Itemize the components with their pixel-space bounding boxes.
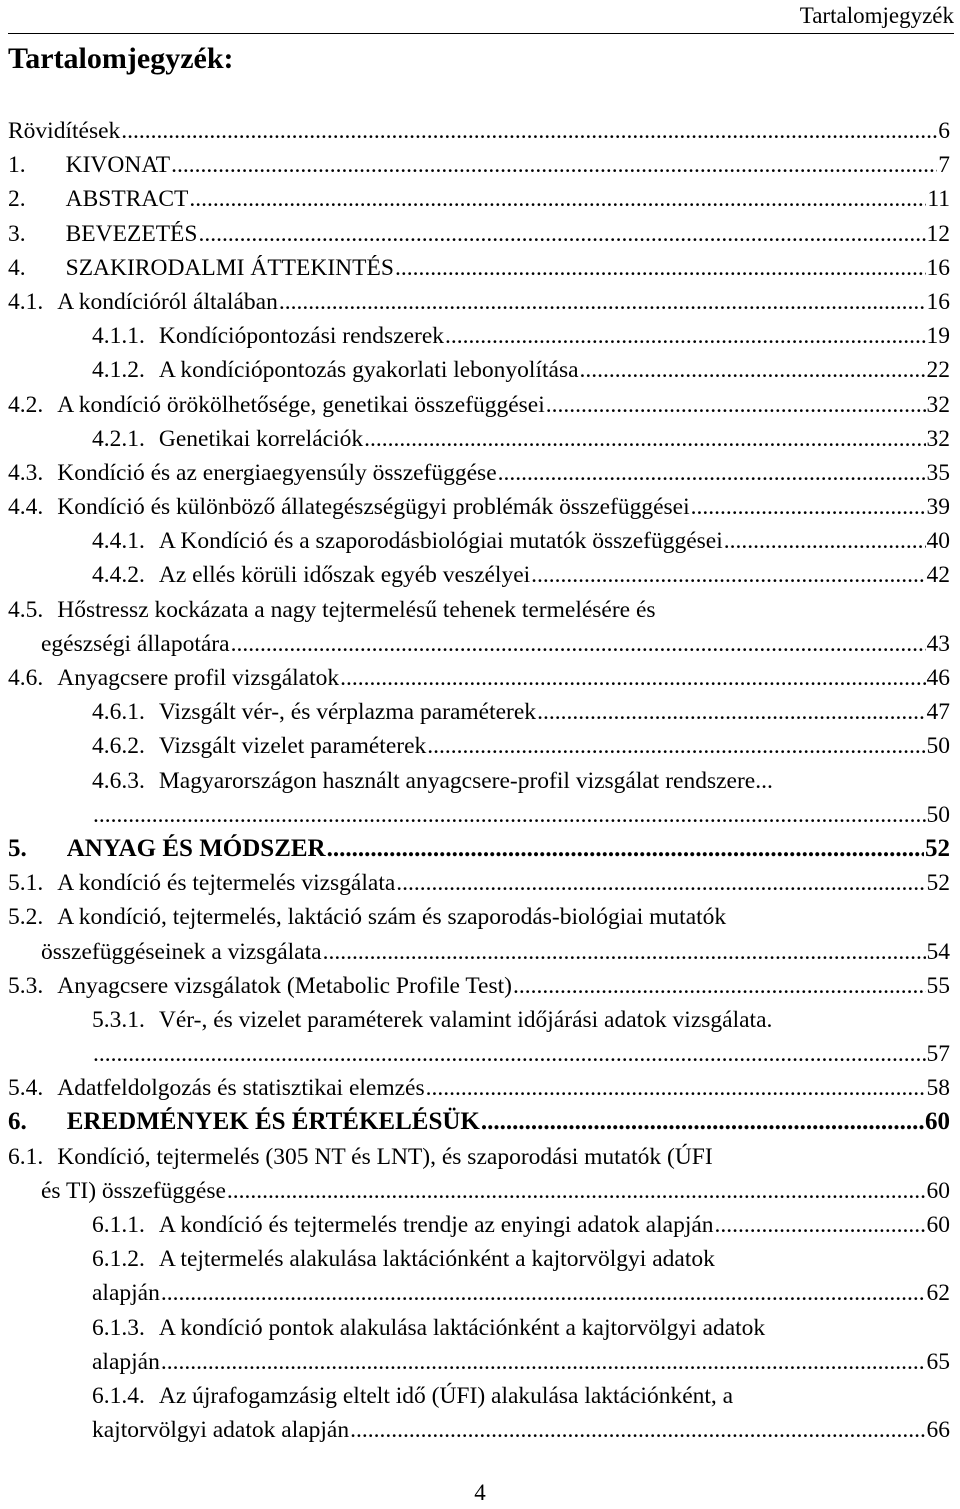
toc-entry-number: 4.1.1.	[92, 323, 145, 350]
toc-entry[interactable]	[0, 114, 960, 148]
toc-entry-page: 19	[926, 323, 950, 350]
page-number: 4	[474, 1480, 486, 1505]
toc-leader-dots	[715, 1208, 926, 1242]
toc-entry[interactable]	[0, 285, 960, 319]
toc-leader-dots	[537, 695, 925, 729]
toc-entry-line	[8, 866, 950, 900]
toc-entry-number: 5.	[8, 834, 27, 862]
toc-entry[interactable]	[0, 251, 960, 285]
toc-entry[interactable]	[0, 1003, 960, 1037]
toc-leader-dots	[231, 627, 926, 661]
toc-entry-text: A kondíciópontozás gyakorlati lebonyolítása	[158, 357, 579, 384]
toc-entry-line	[92, 524, 950, 558]
toc-entry-page: 40	[926, 528, 950, 555]
toc-leader-dots	[340, 661, 925, 695]
toc-entry[interactable]	[0, 695, 960, 729]
toc-entry-page: 47	[926, 699, 950, 726]
toc-entry-page: 50	[926, 801, 950, 828]
toc-entry-text: Kondíció, tejtermelés (305 NT és LNT), és szaporodási mutatók (ÚFI	[57, 1143, 713, 1170]
toc-entry-number: 2.	[8, 186, 26, 213]
toc-entry[interactable]	[0, 900, 960, 934]
toc-entry-number: 6.1.4.	[92, 1382, 145, 1409]
toc-leader-dots	[279, 285, 926, 319]
toc-leader-dots	[161, 1276, 926, 1310]
toc-entry-line	[92, 1345, 950, 1379]
toc-entry-page: 42	[926, 562, 950, 589]
toc-entry-number: 6.1.3.	[92, 1314, 145, 1341]
toc-entry-text: Genetikai korrelációk	[158, 425, 364, 452]
toc-entry-line	[8, 900, 726, 934]
toc-entry-number: 4.3.	[8, 459, 44, 486]
toc-leader-dots	[445, 319, 925, 353]
toc-entry-text: A kondícióról általában	[57, 288, 278, 315]
toc-entry-line	[92, 1379, 733, 1413]
toc-entry-number: 5.3.1.	[92, 1006, 145, 1033]
toc-leader-dots	[227, 1174, 926, 1208]
toc-entry[interactable]	[0, 969, 960, 1003]
toc-entry-line	[8, 832, 950, 866]
toc-entry[interactable]	[0, 388, 960, 422]
toc-entry-text: Adatfeldolgozás és statisztikai elemzés	[57, 1075, 425, 1102]
toc-entry-text: Vizsgált vér-, és vérplazma paraméterek	[158, 699, 537, 726]
toc-entry-number: 5.3.	[8, 972, 44, 999]
toc-entry-line	[8, 456, 950, 490]
toc-entry-continuation-text: összefüggéseinek a vizsgálata	[41, 938, 322, 965]
toc-entry-text: A tejtermelés alakulása laktációnként a kajtorvölgyi adatok	[158, 1246, 715, 1273]
toc-entry-line	[92, 319, 950, 353]
toc-entry[interactable]	[0, 661, 960, 695]
toc-leader-dots	[161, 1345, 926, 1379]
toc-entry-page: 60	[926, 1212, 950, 1238]
toc-entry-number: 4.4.1.	[92, 528, 145, 555]
toc-entry-page: 43	[926, 630, 950, 657]
toc-leader-dots	[189, 182, 926, 216]
toc-entry-line	[8, 251, 950, 285]
toc-entry-line	[8, 593, 656, 627]
toc-leader-dots	[546, 388, 926, 422]
toc-entry-number: 4.2.1.	[92, 425, 145, 452]
toc-entry-number: 4.1.2.	[92, 357, 145, 384]
toc-entry-line	[92, 798, 950, 832]
toc-entry-page: 60	[925, 1108, 950, 1136]
toc-entry-number: 6.1.1.	[92, 1212, 145, 1238]
toc-entry-page: 6	[938, 118, 950, 144]
toc-entry-line	[8, 285, 950, 319]
toc-entry-text: Kondíciópontozási rendszerek	[158, 323, 445, 350]
toc-entry-page: 55	[926, 972, 950, 999]
toc-entry-text: KIVONAT	[65, 152, 171, 179]
toc-entry-page: 11	[927, 186, 950, 213]
toc-entry-number: 4.1.	[8, 288, 44, 315]
toc-entry[interactable]	[0, 524, 960, 558]
toc-entry-continuation[interactable]	[0, 1413, 960, 1447]
toc-entry-text: A Kondíció és a szaporodásbiológiai mutatók összefüggései	[158, 528, 723, 555]
toc-entry-continuation-text: kajtorvölgyi adatok alapján	[92, 1417, 350, 1444]
toc-entry-number: 6.1.	[8, 1143, 44, 1170]
toc-entry-page: 16	[926, 288, 950, 315]
toc-leader-dots	[93, 798, 926, 832]
toc-entry-number: 5.1.	[8, 870, 44, 897]
toc-leader-dots	[481, 1105, 924, 1139]
toc-entry[interactable]	[0, 866, 960, 900]
toc-entry[interactable]	[0, 1071, 960, 1105]
toc-entry-page: 35	[926, 459, 950, 486]
toc-entry-line	[92, 1413, 950, 1447]
toc-leader-dots	[323, 935, 926, 969]
toc-entry-text: Kondíció és az energiaegyensúly összefüggése	[57, 459, 497, 486]
toc-entry-continuation-text: és TI) összefüggése	[41, 1177, 226, 1204]
toc-entry-page: 12	[926, 220, 950, 247]
toc-entry[interactable]	[0, 1140, 960, 1174]
toc-entry-line	[8, 217, 950, 251]
toc-leader-dots	[198, 217, 925, 251]
toc-entry-text: ABSTRACT	[65, 186, 189, 213]
toc-entry-number: 4.6.2.	[92, 733, 145, 760]
toc-title: Tartalomjegyzék:	[8, 42, 234, 75]
toc-leader-dots	[93, 1037, 926, 1071]
toc-entry[interactable]	[0, 490, 960, 524]
toc-entry[interactable]	[0, 1379, 960, 1413]
toc-entry[interactable]	[0, 1311, 960, 1345]
toc-entry-line	[8, 388, 950, 422]
toc-entry-continuation[interactable]	[0, 1174, 960, 1208]
toc-entry-line	[8, 661, 950, 695]
toc-entry-page: 39	[926, 494, 950, 521]
toc-leader-dots	[426, 1071, 926, 1105]
toc-entry-continuation-text: alapján	[92, 1280, 160, 1307]
toc-entry-number: 4.6.	[8, 665, 44, 691]
toc-entry-text: Anyagcsere vizsgálatok (Metabolic Profile Test)	[57, 972, 512, 999]
toc-entry-number: 4.4.2.	[92, 562, 145, 589]
toc-entry-continuation-text: egészségi állapotára	[41, 630, 230, 657]
toc-entry-line	[8, 490, 950, 524]
toc-entry-page: 62	[926, 1280, 950, 1307]
toc-leader-dots	[395, 251, 926, 285]
toc-entry[interactable]	[0, 764, 960, 798]
toc-leader-dots	[327, 832, 924, 866]
toc-entry-line	[8, 1071, 950, 1105]
toc-entry-text: Az újrafogamzásig eltelt idő (ÚFI) alakulása laktációnként, a	[158, 1382, 734, 1409]
toc-entry-number: 4.2.	[8, 391, 44, 418]
toc-entry-page: 57	[926, 1041, 950, 1068]
toc-entry-text: Vér-, és vizelet paraméterek valamint időjárási adatok vizsgálata.	[158, 1006, 773, 1033]
toc-entry[interactable]	[0, 1105, 960, 1139]
toc-entry-text: A kondíció és tejtermelés vizsgálata	[57, 870, 396, 897]
toc-entry-line	[92, 695, 950, 729]
toc-entry-text: Rövidítések	[8, 118, 121, 144]
toc-entry-line	[8, 182, 950, 216]
toc-leader-dots	[513, 969, 926, 1003]
toc-entry-continuation[interactable]	[0, 1037, 960, 1071]
toc-entry-line	[41, 935, 950, 969]
toc-entry-line	[92, 1208, 950, 1242]
toc-entry-line	[92, 1276, 950, 1310]
toc-leader-dots	[171, 148, 937, 182]
toc-entry[interactable]	[0, 456, 960, 490]
toc-entry-page: 32	[926, 391, 950, 418]
toc-entry-line	[8, 1105, 950, 1139]
toc-entry[interactable]	[0, 1242, 960, 1276]
toc-entry-text: A kondíció pontok alakulása laktációnként a kajtorvölgyi adatok	[158, 1314, 766, 1341]
toc-entry-line	[92, 764, 773, 798]
toc-entry-text: A kondíció és tejtermelés trendje az enyingi adatok alapján	[158, 1212, 714, 1238]
toc-entry-line	[8, 114, 950, 148]
toc-entry-page: 58	[926, 1075, 950, 1102]
toc-entry[interactable]	[0, 558, 960, 592]
toc-entry-line	[41, 627, 950, 661]
toc-entry-continuation[interactable]	[0, 1276, 960, 1310]
toc-entry-number: 5.4.	[8, 1075, 44, 1102]
toc-entry-number: 4.	[8, 254, 26, 281]
toc-entry-page: 52	[925, 834, 950, 862]
toc-entry-line	[92, 1242, 715, 1276]
toc-entry-number: 4.6.3.	[92, 767, 145, 794]
toc-leader-dots	[121, 114, 937, 148]
toc-entry-number: 6.1.2.	[92, 1246, 145, 1273]
toc-entry-continuation[interactable]	[0, 798, 960, 832]
toc-leader-dots	[396, 866, 925, 900]
toc-entry-line	[92, 729, 950, 763]
toc-entry-number: 1.	[8, 152, 26, 179]
toc-entry-line	[92, 422, 950, 456]
toc-entry-text: EREDMÉNYEK ÉS ÉRTÉKELÉSÜK	[66, 1108, 480, 1136]
toc-entry-page: 46	[926, 665, 950, 691]
toc-entry-page: 22	[926, 357, 950, 384]
running-header	[8, 0, 954, 34]
toc-entry[interactable]	[0, 832, 960, 866]
toc-leader-dots	[691, 490, 926, 524]
toc-entry-text: Magyarországon használt anyagcsere-profil vizsgálat rendszere...	[158, 767, 773, 794]
toc-entry-text: Vizsgált vizelet paraméterek	[158, 733, 427, 760]
toc-entry-text: A kondíció, tejtermelés, laktáció szám és szaporodás-biológiai mutatók	[57, 904, 727, 931]
toc-leader-dots	[364, 422, 925, 456]
toc-entry-text: Kondíció és különböző állategészségügyi problémák összefüggései	[57, 494, 690, 521]
toc-entry[interactable]	[0, 1208, 960, 1242]
toc-entry[interactable]	[0, 182, 960, 216]
toc-entry-text: Az ellés körüli időszak egyéb veszélyei	[158, 562, 531, 589]
toc-leader-dots	[531, 558, 925, 592]
toc-entry[interactable]	[0, 217, 960, 251]
toc-entry-page: 32	[926, 425, 950, 452]
toc-entry-page: 65	[926, 1348, 950, 1375]
toc-entry-number: 5.2.	[8, 904, 44, 931]
toc-entry-number: 6.	[8, 1108, 27, 1136]
toc-entry-line	[92, 353, 950, 387]
toc-entry-continuation[interactable]	[0, 1345, 960, 1379]
toc-entry-page: 66	[926, 1417, 950, 1444]
toc-leader-dots	[724, 524, 926, 558]
toc-entry-line	[8, 148, 950, 182]
toc-entry-page: 16	[926, 254, 950, 281]
toc-entry-text: BEVEZETÉS	[65, 220, 198, 247]
toc-entry-line	[92, 1003, 772, 1037]
toc-leader-dots	[427, 729, 925, 763]
toc-entry-number: 4.5.	[8, 596, 44, 623]
running-header-title: Tartalomjegyzék	[799, 3, 954, 28]
toc-entry-line	[8, 969, 950, 1003]
toc-entry-page: 54	[926, 938, 950, 965]
toc-entry-continuation[interactable]	[0, 935, 960, 969]
toc-entry[interactable]	[0, 319, 960, 353]
toc-entry-number: 4.6.1.	[92, 699, 145, 726]
toc-entry-continuation[interactable]	[0, 627, 960, 661]
toc-entry-line	[92, 558, 950, 592]
toc-leader-dots	[498, 456, 926, 490]
toc-entry-continuation-text: alapján	[92, 1348, 160, 1375]
toc-entry[interactable]	[0, 148, 960, 182]
toc-entry-text: SZAKIRODALMI ÁTTEKINTÉS	[65, 254, 394, 281]
toc-entry[interactable]	[0, 729, 960, 763]
toc-entry[interactable]	[0, 593, 960, 627]
toc-entry-text: Hőstressz kockázata a nagy tejtermelésű tehenek termelésére és	[57, 596, 656, 623]
toc-entry-number: 4.4.	[8, 494, 44, 521]
toc-entry-line	[41, 1174, 950, 1208]
toc-entry-text: Anyagcsere profil vizsgálatok	[57, 665, 340, 691]
toc-entry[interactable]	[0, 422, 960, 456]
toc-entry-number: 3.	[8, 220, 26, 247]
toc-entry-line	[92, 1311, 765, 1345]
toc-entry[interactable]	[0, 353, 960, 387]
toc-leader-dots	[580, 353, 926, 387]
toc-entry-page: 7	[938, 152, 950, 179]
table-of-contents	[0, 114, 960, 1447]
toc-entry-line	[92, 1037, 950, 1071]
toc-leader-dots	[350, 1413, 925, 1447]
toc-entry-text: A kondíció örökölhetősége, genetikai összefüggései	[57, 391, 545, 418]
toc-entry-page: 60	[926, 1177, 950, 1204]
toc-entry-page: 50	[926, 733, 950, 760]
toc-entry-line	[8, 1140, 713, 1174]
toc-entry-page: 52	[926, 870, 950, 897]
toc-entry-text: ANYAG ÉS MÓDSZER	[66, 834, 326, 862]
